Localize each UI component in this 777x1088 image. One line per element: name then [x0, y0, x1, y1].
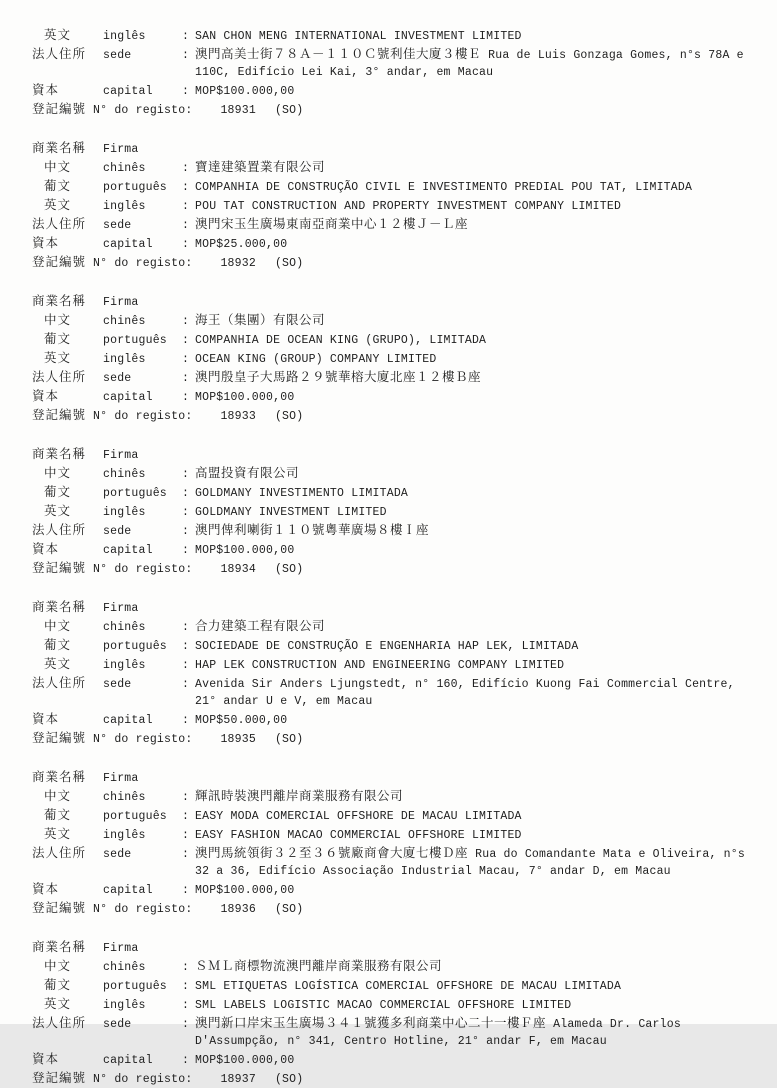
colon-separator: : [182, 200, 189, 213]
portuguese-name-row [32, 483, 753, 502]
registo-row [32, 253, 753, 272]
colon-separator: : [182, 49, 189, 62]
company-record [32, 26, 753, 119]
label-capital-pt: capital [103, 1054, 153, 1067]
portuguese-name-value: COMPANHIA DE OCEAN KING (GRUPO), LIMITADA [195, 334, 487, 347]
colon-separator: : [182, 1054, 189, 1067]
label-sede-zh: 法人住所 [32, 1015, 87, 1030]
label-registo-zh: 登記編號 [32, 730, 87, 745]
label-registo-pt: N° do registo: [93, 1073, 193, 1086]
label-sede-zh: 法人住所 [32, 845, 87, 860]
company-record [32, 768, 753, 918]
firma-header-row [32, 445, 753, 464]
sede-value-chinese: 澳門宋玉生廣場東南亞商業中心１２樓Ｊ－Ｌ座 [195, 216, 469, 231]
registo-number: 18937 [220, 1073, 256, 1086]
sede-row [32, 674, 753, 710]
chinese-name-value: 寶達建築置業有限公司 [195, 159, 326, 174]
registo-number: 18935 [220, 733, 256, 746]
label-capital-zh: 資本 [32, 881, 60, 896]
label-portuguese-zh: 葡文 [44, 178, 72, 193]
colon-separator: : [182, 714, 189, 727]
chinese-name-value: 高盟投資有限公司 [195, 465, 300, 480]
colon-separator: : [182, 353, 189, 366]
label-firma-pt: Firma [103, 602, 139, 615]
firma-header-row [32, 598, 753, 617]
colon-separator: : [182, 544, 189, 557]
label-sede-pt: sede [103, 219, 132, 232]
registo-row [32, 100, 753, 119]
label-sede-zh: 法人住所 [32, 522, 87, 537]
portuguese-name-value: SOCIEDADE DE CONSTRUÇÃO E ENGENHARIA HAP LEK, LIMITADA [195, 640, 579, 653]
english-name-value: GOLDMANY INVESTMENT LIMITED [195, 506, 387, 519]
label-sede-zh: 法人住所 [32, 46, 87, 61]
label-firma-pt: Firma [103, 449, 139, 462]
registo-number: 18931 [220, 104, 256, 117]
label-english-zh: 英文 [44, 656, 72, 671]
registo-number: 18932 [220, 257, 256, 270]
firma-header-row [32, 292, 753, 311]
label-chinese-zh: 中文 [44, 465, 72, 480]
sede-value-latin: Avenida Sir Anders Ljungstedt, n° 160, Edifício Kuong Fai Commercial Centre, 21° andar U e V, em Macau [195, 678, 735, 708]
chinese-name-row [32, 158, 753, 177]
sede-row [32, 521, 753, 540]
label-firma-pt: Firma [103, 296, 139, 309]
firma-header-row [32, 139, 753, 158]
sede-value [195, 521, 753, 540]
colon-separator: : [182, 30, 189, 43]
label-english-zh: 英文 [44, 503, 72, 518]
english-name-row [32, 26, 753, 45]
registo-number: 18936 [220, 903, 256, 916]
sede-row [32, 1014, 753, 1050]
label-firma-pt: Firma [103, 143, 139, 156]
colon-separator: : [182, 999, 189, 1012]
colon-separator: : [182, 238, 189, 251]
label-firma-zh: 商業名稱 [32, 769, 87, 784]
english-name-value: SAN CHON MENG INTERNATIONAL INVESTMENT LIMITED [195, 30, 522, 43]
sede-value-latin: Rua de Luis Gonzaga Gomes, n°s 78A e 110C, Edifício Lei Kai, 3° andar, em Macau [195, 49, 744, 79]
label-firma-zh: 商業名稱 [32, 140, 87, 155]
label-portuguese-zh: 葡文 [44, 331, 72, 346]
english-name-value: SML LABELS LOGISTIC MACAO COMMERCIAL OFFSHORE LIMITED [195, 999, 572, 1012]
label-portuguese-pt: português [103, 181, 167, 194]
registo-number: 18933 [220, 410, 256, 423]
label-capital-zh: 資本 [32, 388, 60, 403]
label-portuguese-zh: 葡文 [44, 637, 72, 652]
label-firma-pt: Firma [103, 772, 139, 785]
capital-row [32, 710, 753, 729]
colon-separator: : [182, 829, 189, 842]
label-english-pt: inglês [103, 30, 146, 43]
english-name-row [32, 655, 753, 674]
colon-separator: : [182, 621, 189, 634]
label-sede-pt: sede [103, 525, 132, 538]
label-capital-pt: capital [103, 85, 153, 98]
label-capital-zh: 資本 [32, 235, 60, 250]
label-firma-zh: 商業名稱 [32, 293, 87, 308]
registo-row [32, 899, 753, 918]
sede-value [195, 1014, 753, 1050]
registo-row [32, 559, 753, 578]
registo-suffix: (SO) [274, 104, 304, 117]
label-portuguese-zh: 葡文 [44, 977, 72, 992]
colon-separator: : [182, 1018, 189, 1031]
label-sede-pt: sede [103, 848, 132, 861]
colon-separator: : [182, 334, 189, 347]
capital-row [32, 1050, 753, 1069]
label-portuguese-pt: português [103, 640, 167, 653]
english-name-row [32, 196, 753, 215]
label-sede-zh: 法人住所 [32, 369, 87, 384]
capital-row [32, 81, 753, 100]
colon-separator: : [182, 372, 189, 385]
sede-value [195, 215, 753, 234]
capital-value: MOP$100.000,00 [195, 1054, 295, 1067]
chinese-name-value: ＳＭＬ商標物流澳門離岸商業服務有限公司 [195, 958, 443, 973]
registo-suffix: (SO) [274, 563, 304, 576]
colon-separator: : [182, 678, 189, 691]
colon-separator: : [182, 884, 189, 897]
sede-value-latin: Rua do Comandante Mata e Oliveira, n°s 32 a 36, Edifício Associação Industrial Macau, 7° andar D, em Macau [195, 848, 745, 878]
colon-separator: : [182, 525, 189, 538]
label-sede-pt: sede [103, 678, 132, 691]
label-english-zh: 英文 [44, 350, 72, 365]
label-english-zh: 英文 [44, 826, 72, 841]
capital-row [32, 234, 753, 253]
label-chinese-zh: 中文 [44, 618, 72, 633]
colon-separator: : [182, 980, 189, 993]
label-chinese-pt: chinês [103, 162, 146, 175]
label-english-pt: inglês [103, 659, 146, 672]
label-sede-zh: 法人住所 [32, 675, 87, 690]
sede-value [195, 674, 753, 710]
label-portuguese-pt: português [103, 810, 167, 823]
sede-value [195, 368, 753, 387]
sede-value-latin: Alameda Dr. Carlos D'Assumpção, n° 341, Centro Hotline, 21° andar F, em Macau [195, 1018, 681, 1048]
capital-value: MOP$100.000,00 [195, 391, 295, 404]
label-firma-zh: 商業名稱 [32, 446, 87, 461]
label-registo-zh: 登記編號 [32, 254, 87, 269]
label-portuguese-pt: português [103, 487, 167, 500]
capital-row [32, 540, 753, 559]
portuguese-name-row [32, 976, 753, 995]
label-chinese-pt: chinês [103, 621, 146, 634]
portuguese-name-row [32, 636, 753, 655]
label-registo-zh: 登記編號 [32, 101, 87, 116]
label-registo-pt: N° do registo: [93, 104, 193, 117]
chinese-name-value: 合力建築工程有限公司 [195, 618, 326, 633]
label-capital-pt: capital [103, 238, 153, 251]
label-registo-pt: N° do registo: [93, 733, 193, 746]
chinese-name-row [32, 617, 753, 636]
sede-row [32, 45, 753, 81]
registo-row [32, 406, 753, 425]
english-name-row [32, 349, 753, 368]
label-portuguese-zh: 葡文 [44, 484, 72, 499]
portuguese-name-value: GOLDMANY INVESTIMENTO LIMITADA [195, 487, 409, 500]
english-name-value: OCEAN KING (GROUP) COMPANY LIMITED [195, 353, 437, 366]
sede-value-chinese: 澳門高美士街７８Ａ－１１０Ｃ號利佳大廈３樓Ｅ [195, 46, 482, 61]
colon-separator: : [182, 391, 189, 404]
chinese-name-row [32, 311, 753, 330]
label-english-zh: 英文 [44, 27, 72, 42]
registo-row [32, 1069, 753, 1088]
label-capital-pt: capital [103, 714, 153, 727]
colon-separator: : [182, 506, 189, 519]
english-name-value: EASY FASHION MACAO COMMERCIAL OFFSHORE LIMITED [195, 829, 522, 842]
company-record [32, 938, 753, 1088]
label-chinese-zh: 中文 [44, 159, 72, 174]
sede-value-chinese: 澳門馬統領街３２至３６號廠商會大廈七樓Ｄ座 [195, 845, 469, 860]
registo-row [32, 729, 753, 748]
sede-value-chinese: 澳門新口岸宋玉生廣場３４１號獲多利商業中心二十一樓Ｆ座 [195, 1015, 547, 1030]
english-name-value: POU TAT CONSTRUCTION AND PROPERTY INVESTMENT COMPANY LIMITED [195, 200, 622, 213]
portuguese-name-value: COMPANHIA DE CONSTRUÇÃO CIVIL E INVESTIMENTO PREDIAL POU TAT, LIMITADA [195, 181, 693, 194]
colon-separator: : [182, 848, 189, 861]
label-firma-zh: 商業名稱 [32, 599, 87, 614]
chinese-name-row [32, 957, 753, 976]
colon-separator: : [182, 810, 189, 823]
capital-value: MOP$25.000,00 [195, 238, 288, 251]
colon-separator: : [182, 640, 189, 653]
portuguese-name-value: SML ETIQUETAS LOGÍSTICA COMERCIAL OFFSHORE DE MACAU LIMITADA [195, 980, 622, 993]
registo-suffix: (SO) [274, 257, 304, 270]
portuguese-name-value: EASY MODA COMERCIAL OFFSHORE DE MACAU LIMITADA [195, 810, 522, 823]
capital-value: MOP$100.000,00 [195, 544, 295, 557]
capital-value: MOP$100.000,00 [195, 884, 295, 897]
sede-value [195, 45, 753, 81]
colon-separator: : [182, 487, 189, 500]
company-record [32, 139, 753, 272]
label-chinese-pt: chinês [103, 468, 146, 481]
label-chinese-pt: chinês [103, 791, 146, 804]
capital-row [32, 880, 753, 899]
label-english-pt: inglês [103, 999, 146, 1012]
label-chinese-pt: chinês [103, 315, 146, 328]
registo-suffix: (SO) [274, 903, 304, 916]
portuguese-name-row [32, 806, 753, 825]
colon-separator: : [182, 85, 189, 98]
label-english-zh: 英文 [44, 996, 72, 1011]
sede-value-chinese: 澳門殷皇子大馬路２９號華榕大廈北座１２樓Ｂ座 [195, 369, 482, 384]
label-firma-pt: Firma [103, 942, 139, 955]
colon-separator: : [182, 468, 189, 481]
label-capital-zh: 資本 [32, 541, 60, 556]
label-registo-pt: N° do registo: [93, 410, 193, 423]
portuguese-name-row [32, 177, 753, 196]
colon-separator: : [182, 181, 189, 194]
label-capital-zh: 資本 [32, 711, 60, 726]
registo-number: 18934 [220, 563, 256, 576]
label-sede-pt: sede [103, 1018, 132, 1031]
company-record [32, 292, 753, 425]
label-capital-zh: 資本 [32, 1051, 60, 1066]
label-capital-zh: 資本 [32, 82, 60, 97]
label-portuguese-pt: português [103, 980, 167, 993]
label-english-zh: 英文 [44, 197, 72, 212]
label-english-pt: inglês [103, 353, 146, 366]
english-name-value: HAP LEK CONSTRUCTION AND ENGINEERING COMPANY LIMITED [195, 659, 565, 672]
label-registo-zh: 登記編號 [32, 900, 87, 915]
label-english-pt: inglês [103, 506, 146, 519]
label-english-pt: inglês [103, 200, 146, 213]
label-sede-zh: 法人住所 [32, 216, 87, 231]
label-sede-pt: sede [103, 49, 132, 62]
label-sede-pt: sede [103, 372, 132, 385]
company-record [32, 598, 753, 748]
label-capital-pt: capital [103, 391, 153, 404]
colon-separator: : [182, 315, 189, 328]
capital-value: MOP$50.000,00 [195, 714, 288, 727]
label-registo-zh: 登記編號 [32, 407, 87, 422]
firma-header-row [32, 768, 753, 787]
firma-header-row [32, 938, 753, 957]
english-name-row [32, 825, 753, 844]
sede-row [32, 215, 753, 234]
label-registo-zh: 登記編號 [32, 1070, 87, 1085]
label-capital-pt: capital [103, 544, 153, 557]
english-name-row [32, 502, 753, 521]
label-registo-pt: N° do registo: [93, 257, 193, 270]
label-registo-pt: N° do registo: [93, 903, 193, 916]
colon-separator: : [182, 659, 189, 672]
label-english-pt: inglês [103, 829, 146, 842]
label-firma-zh: 商業名稱 [32, 939, 87, 954]
label-chinese-pt: chinês [103, 961, 146, 974]
sede-value [195, 844, 753, 880]
registo-suffix: (SO) [274, 733, 304, 746]
capital-value: MOP$100.000,00 [195, 85, 295, 98]
label-registo-zh: 登記編號 [32, 560, 87, 575]
sede-value-chinese: 澳門俾利喇街１１０號粵華廣場８樓Ｉ座 [195, 522, 430, 537]
label-chinese-zh: 中文 [44, 788, 72, 803]
company-record [32, 445, 753, 578]
english-name-row [32, 995, 753, 1014]
label-capital-pt: capital [103, 884, 153, 897]
colon-separator: : [182, 162, 189, 175]
chinese-name-row [32, 464, 753, 483]
portuguese-name-row [32, 330, 753, 349]
registo-suffix: (SO) [274, 1073, 304, 1086]
chinese-name-value: 海王（集團）有限公司 [195, 312, 326, 327]
label-registo-pt: N° do registo: [93, 563, 193, 576]
sede-row [32, 844, 753, 880]
chinese-name-row [32, 787, 753, 806]
registo-suffix: (SO) [274, 410, 304, 423]
sede-row [32, 368, 753, 387]
label-chinese-zh: 中文 [44, 312, 72, 327]
label-chinese-zh: 中文 [44, 958, 72, 973]
colon-separator: : [182, 791, 189, 804]
colon-separator: : [182, 961, 189, 974]
capital-row [32, 387, 753, 406]
label-portuguese-zh: 葡文 [44, 807, 72, 822]
label-portuguese-pt: português [103, 334, 167, 347]
colon-separator: : [182, 219, 189, 232]
chinese-name-value: 輝訊時裝澳門離岸商業服務有限公司 [195, 788, 404, 803]
